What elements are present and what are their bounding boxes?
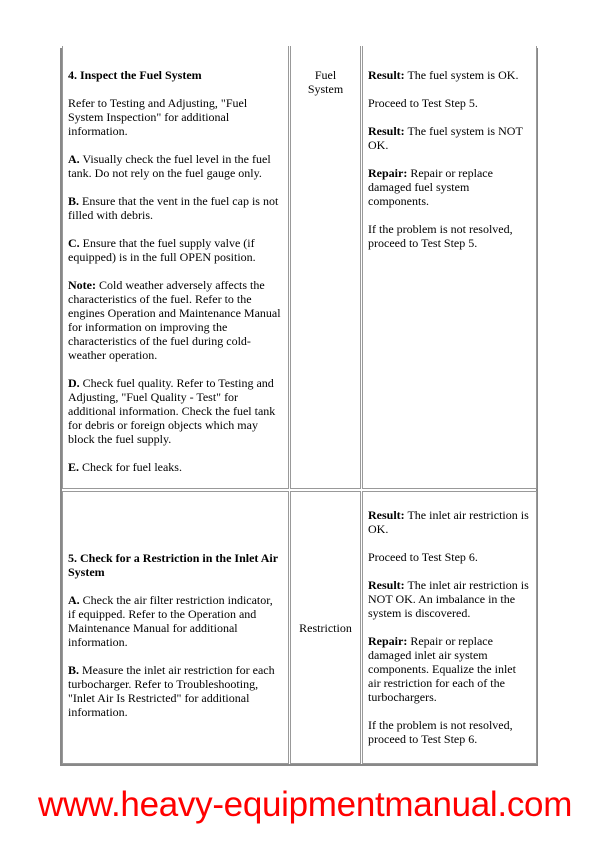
paragraph (368, 718, 531, 746)
paragraph (368, 634, 531, 704)
paragraph (368, 508, 531, 536)
label: E. (68, 460, 80, 474)
paragraph (368, 124, 531, 152)
text: Check the air filter restriction indicator, if equipped. Refer to the Operation and Maintenance Manual for additional information. (68, 592, 273, 649)
test-name: Fuel System (307, 68, 344, 96)
paragraph (368, 96, 531, 110)
paragraph (368, 578, 531, 620)
text: Repair or replace damaged fuel system components. (368, 166, 493, 208)
label: A. (68, 592, 80, 607)
text: The fuel system is OK. (404, 68, 519, 82)
text: Check fuel quality. Refer to Testing and Adjusting, "Fuel Quality - Test" for additional information. Check the fuel tank for debris or foreign objects which may block the fuel supply. (68, 376, 276, 446)
result-cell (362, 46, 537, 489)
text: If the problem is not resolved, proceed to Test Step 6. (368, 717, 513, 746)
paragraph (368, 222, 531, 250)
text: The inlet air restriction is NOT OK. An imbalance in the system is discovered. (368, 577, 529, 620)
label: C. (68, 236, 80, 250)
label: Note: (68, 278, 96, 292)
paragraph (368, 166, 531, 208)
paragraph (68, 460, 283, 474)
step-4-cell (62, 46, 289, 489)
label: Result: (368, 124, 405, 138)
text: The fuel system is NOT OK. (368, 124, 523, 152)
paragraph (68, 236, 283, 264)
result-cell (362, 491, 537, 764)
label: Result: (368, 577, 405, 592)
paragraph (68, 194, 283, 222)
label: Repair: (368, 633, 408, 648)
paragraph (68, 663, 283, 719)
watermark: www.heavy-equipmentmanual.com (38, 785, 573, 824)
paragraph (68, 96, 283, 138)
paragraph (68, 278, 283, 362)
text: Proceed to Test Step 6. (368, 549, 478, 564)
text: Measure the inlet air restriction for each turbocharger. Refer to Troubleshooting, "Inlet Air Is Restricted" for additional information. (68, 662, 275, 719)
paragraph (368, 68, 531, 82)
paragraph (68, 593, 283, 649)
text: Cold weather adversely affects the characteristics of the fuel. Refer to the engines Operation and Maintenance Manual for information on improving the characteristics of the fuel during cold-weather operation. (68, 278, 281, 362)
step-title: 5. Check for a Restriction in the Inlet Air System (68, 550, 278, 579)
paragraph (368, 550, 531, 564)
test-cell (290, 491, 361, 764)
label: Result: (368, 68, 405, 82)
label: B. (68, 194, 80, 208)
paragraph (68, 376, 283, 446)
text: Refer to Testing and Adjusting, "Fuel System Inspection" for additional information. (68, 96, 248, 138)
text: Ensure that the vent in the fuel cap is not filled with debris. (68, 194, 279, 222)
text: Ensure that the fuel supply valve (if equipped) is in the full OPEN position. (68, 236, 256, 264)
text: Check for fuel leaks. (79, 460, 182, 474)
label: Repair: (368, 166, 408, 180)
label: Result: (368, 507, 405, 522)
text: If the problem is not resolved, proceed to Test Step 5. (368, 222, 513, 250)
label: A. (68, 152, 80, 166)
step-title: 4. Inspect the Fuel System (68, 68, 202, 82)
test-cell (290, 46, 361, 489)
paragraph (68, 152, 283, 180)
label: B. (68, 662, 80, 677)
test-name: Restriction (299, 620, 352, 635)
text: Repair or replace damaged inlet air system components. Equalize the inlet air restriction for each of the turbochargers. (368, 633, 516, 704)
text: Visually check the fuel level in the fuel tank. Do not rely on the fuel gauge only. (68, 152, 271, 180)
step-5-cell (62, 491, 289, 764)
text: The inlet air restriction is OK. (368, 507, 529, 536)
label: D. (68, 376, 80, 390)
text: Proceed to Test Step 5. (368, 96, 478, 110)
